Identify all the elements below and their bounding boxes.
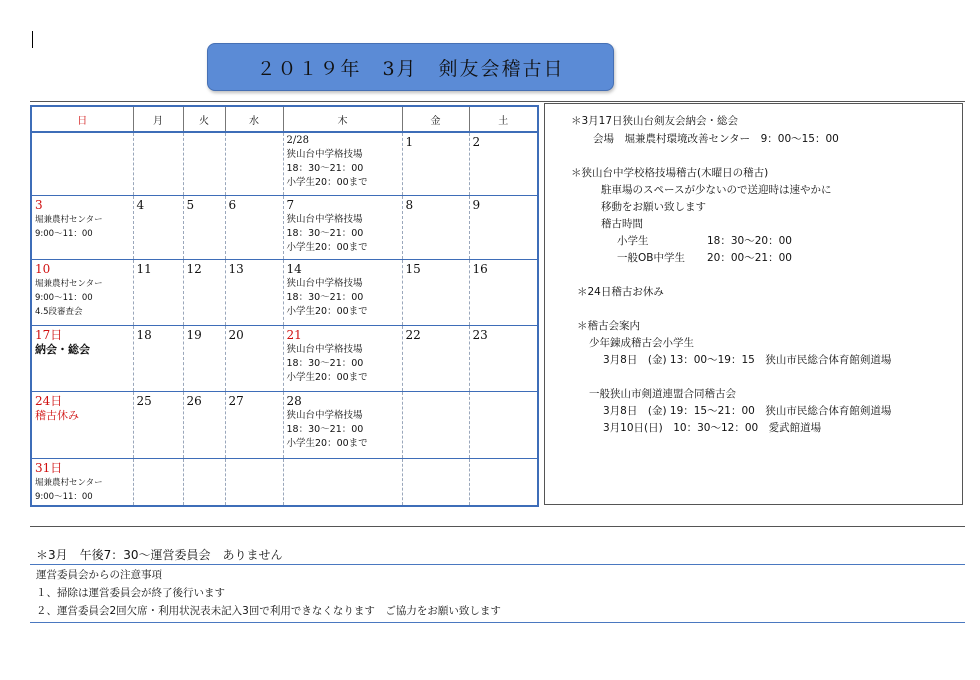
calendar-day-cell [133, 132, 183, 195]
calendar-day-cell [283, 391, 402, 458]
day-number: 31日 [35, 460, 63, 475]
calendar-day-cell [183, 458, 225, 506]
guide-heading: ＊稽古会案内 [577, 320, 640, 332]
calendar-day-cell [469, 195, 538, 259]
event-line: 小学生20：00まで [286, 371, 368, 383]
day-number: 27 [228, 393, 244, 408]
weekday-sat: 土 [469, 106, 538, 132]
calendar-week-row [31, 132, 538, 195]
youth-heading: 少年錬成稽古会小学生 [589, 337, 694, 349]
notes-heading: 運営委員会からの注意事項 [36, 569, 162, 581]
day-number: 7 [286, 197, 295, 212]
day-number: 26 [186, 393, 202, 408]
top-divider [30, 101, 965, 102]
event-line: 小学生20：00まで [286, 437, 368, 449]
calendar-week-row [31, 195, 538, 259]
general-time: 20：00～21：00 [707, 252, 792, 264]
calendar-day-cell [31, 132, 133, 195]
event-line: 小学生20：00まで [286, 305, 368, 317]
event-line: 18：30～21：00 [286, 291, 364, 303]
event-line: 狭山台中学格技場 [286, 149, 363, 160]
general-label: 一般OB中学生 [617, 252, 685, 264]
calendar-day-cell [183, 259, 225, 325]
event-line: 稽古休み [35, 408, 79, 422]
event-line: 狭山台中学格技場 [286, 343, 363, 355]
parking-note-1: 駐車場のスペースが少ないので送迎時は速やかに [601, 184, 832, 196]
calendar-day-cell [183, 391, 225, 458]
page-title-text: ２０１９年 3月 剣友会稽古日 [256, 57, 565, 80]
event-line: 小学生20：00まで [286, 177, 368, 188]
weekday-sun: 日 [31, 106, 133, 132]
calendar-day-cell [133, 391, 183, 458]
calendar-day-cell [402, 325, 469, 391]
calendar-day-cell [225, 259, 283, 325]
parking-note-2: 移動をお願い致します [601, 201, 706, 213]
calendar-day-cell [133, 259, 183, 325]
bottom-rule [30, 622, 965, 623]
youth-session-1: 3月8日 (金) 13：00～19：15 狭山市民総合体育館剣道場 [603, 354, 892, 366]
day-number: 10 [35, 261, 51, 276]
weekday-mon: 月 [133, 106, 183, 132]
calendar-day-cell [283, 458, 402, 506]
calendar-table [30, 105, 539, 507]
calendar-week-row [31, 259, 538, 325]
meeting-place: 会場 堀兼農村環境改善センター 9：00～15：00 [593, 133, 839, 145]
day-number: 15 [405, 261, 421, 276]
day-number: 3 [35, 197, 43, 212]
day-number: 23 [472, 327, 488, 342]
calendar-day-cell [225, 458, 283, 506]
day-number: 19 [186, 327, 202, 342]
note-2: ２、運営委員会2回欠席・利用状況表未記入3回で利用できなくなります ご協力をお願い致します [36, 605, 501, 617]
calendar-day-cell [133, 325, 183, 391]
event-line: 堀兼農村センター [35, 477, 103, 488]
day-number: 2/28 [286, 135, 309, 146]
weekday-tue: 火 [183, 106, 225, 132]
calendar-day-cell [183, 132, 225, 195]
event-line: 小学生20：00まで [286, 241, 368, 253]
day-number: 25 [136, 393, 152, 408]
day-number: 4 [136, 197, 145, 212]
day-number: 14 [286, 261, 302, 276]
calendar-day-cell [283, 132, 402, 195]
day-number: 11 [136, 261, 152, 276]
event-line: 狭山台中学格技場 [286, 409, 363, 421]
text-cursor [32, 31, 33, 48]
event-line: 堀兼農村センター [35, 214, 103, 225]
calendar-week-row [31, 458, 538, 506]
day-number: 16 [472, 261, 488, 276]
weekday-header-row [31, 106, 538, 132]
section-divider [30, 526, 965, 527]
general-heading: 一般狭山市剣道連盟合同稽古会 [589, 388, 736, 400]
calendar-day-cell [469, 259, 538, 325]
day-number: 17日 [35, 327, 63, 342]
day-number: 28 [286, 393, 302, 408]
elementary-time: 18：30～20：00 [707, 235, 792, 247]
event-line: 18：30～21：00 [286, 423, 364, 435]
calendar-day-cell [225, 195, 283, 259]
day-number: 9 [472, 197, 481, 212]
event-line: 9:00～11：00 [35, 491, 93, 502]
calendar-day-cell [31, 325, 133, 391]
day-number: 1 [405, 135, 414, 149]
event-line: 9:00～11：00 [35, 228, 93, 239]
event-line: 堀兼農村センター [35, 278, 103, 289]
calendar-day-cell [402, 458, 469, 506]
event-line: 4.5段審査会 [35, 306, 83, 317]
calendar-day-cell [283, 325, 402, 391]
event-line: 納会・総会 [35, 342, 90, 356]
day-number: 2 [472, 135, 481, 149]
calendar-day-cell [225, 132, 283, 195]
calendar-day-cell [469, 458, 538, 506]
calendar-day-cell [283, 259, 402, 325]
calendar-day-cell [402, 391, 469, 458]
page-title [207, 43, 614, 91]
calendar-day-cell [469, 132, 538, 195]
day-number: 24日 [35, 393, 63, 408]
calendar-day-cell [469, 325, 538, 391]
general-session-2: 3月10日(日) 10：30～12：00 愛武館道場 [603, 422, 822, 434]
weekday-thu: 木 [283, 106, 402, 132]
calendar-day-cell [31, 259, 133, 325]
note-1: １、掃除は運営委員会が終了後行います [36, 587, 225, 599]
meeting-heading: ＊3月17日狭山台剣友会納会・総会 [571, 115, 739, 127]
day-number: 5 [186, 197, 195, 212]
calendar-day-cell [402, 195, 469, 259]
calendar-day-cell [183, 325, 225, 391]
day-number: 22 [405, 327, 421, 342]
day-number: 13 [228, 261, 244, 276]
event-line: 狭山台中学格技場 [286, 277, 363, 289]
calendar-day-cell [402, 259, 469, 325]
event-line: 18：30～21：00 [286, 163, 364, 174]
time-label: 稽古時間 [601, 218, 643, 230]
calendar-day-cell [133, 195, 183, 259]
info-panel [544, 103, 963, 505]
day-number: 12 [186, 261, 202, 276]
calendar-day-cell [183, 195, 225, 259]
calendar-week-row [31, 391, 538, 458]
calendar-day-cell [225, 391, 283, 458]
calendar-day-cell [469, 391, 538, 458]
calendar-day-cell [133, 458, 183, 506]
day-number: 8 [405, 197, 414, 212]
day-number: 18 [136, 327, 152, 342]
weekday-wed: 水 [225, 106, 283, 132]
calendar-week-row [31, 325, 538, 391]
weekday-fri: 金 [402, 106, 469, 132]
calendar-day-cell [31, 458, 133, 506]
calendar-day-cell [31, 391, 133, 458]
holiday-note: ＊24日稽古お休み [577, 286, 664, 298]
day-number: 6 [228, 197, 237, 212]
day-number: 21 [286, 327, 302, 342]
event-line: 18：30～21：00 [286, 357, 364, 369]
general-session-1: 3月8日 (金) 19：15～21：00 狭山市民総合体育館剣道場 [603, 405, 892, 417]
calendar-day-cell [225, 325, 283, 391]
event-line: 9:00～11：00 [35, 292, 93, 303]
calendar-day-cell [31, 195, 133, 259]
calendar-day-cell [402, 132, 469, 195]
day-number: 20 [228, 327, 244, 342]
school-heading: ＊狭山台中学校格技場稽古(木曜日の稽古) [571, 167, 769, 179]
committee-underline [30, 564, 965, 565]
committee-line: ＊3月 午後7：30～運営委員会 ありません [36, 548, 283, 562]
elementary-label: 小学生 [617, 235, 649, 247]
event-line: 狭山台中学格技場 [286, 213, 363, 225]
event-line: 18：30～21：00 [286, 227, 364, 239]
calendar-day-cell [283, 195, 402, 259]
